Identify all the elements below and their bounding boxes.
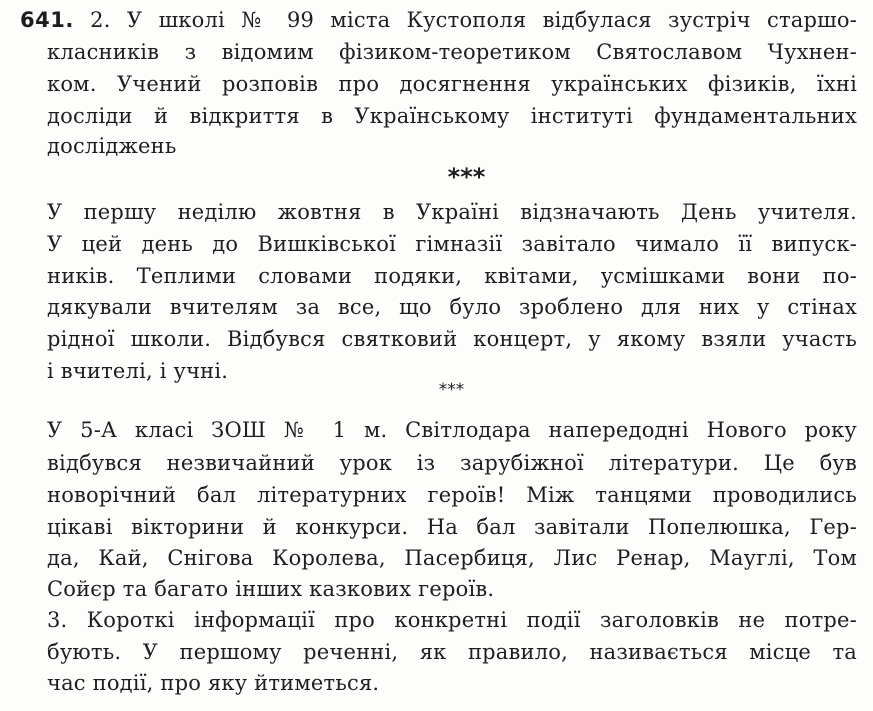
paragraph-3-line-2: відбувся незвичайний урок із зарубіжної літератури. Це був — [47, 451, 857, 475]
paragraph-2-line-2: У цей день до Вишківської гімназії завітало чимало її випуск- — [47, 232, 857, 256]
paragraph-2-line-4: дякували вчителям за все, що було зроблено для них у стінах — [47, 295, 857, 319]
paragraph-3-line-5: да, Кай, Снігова Королева, Пасербиця, Лис Ренар, Мауглі, Том — [47, 546, 857, 570]
paragraph-4-line-1: 3. Короткі інформації про конкретні події заголовків не потре- — [47, 608, 857, 632]
paragraph-3-line-6: Сойєр та багато інших казкових героїв. — [47, 577, 495, 601]
paragraph-2-line-6: і вчителі, і учні. — [47, 359, 229, 383]
paragraph-3-line-4: цікаві вікторини й конкурси. На бал завітали Попелюшка, Гер- — [47, 515, 857, 539]
paragraph-2-line-5: рідної школи. Відбувся святковий концерт, у якому взяли участь — [47, 327, 857, 351]
paragraph-1-line-5: досліджень — [47, 134, 177, 158]
paragraph-4-line-3: час події, про яку йтиметься. — [47, 671, 380, 695]
point-2-marker: 2. — [90, 8, 111, 32]
paragraph-2-line-1: У першу неділю жовтня в Україні відзначають День учителя. — [47, 200, 857, 224]
paragraph-1-line-4: досліди й відкриття в Українському інституті фундаментальних — [47, 104, 857, 128]
paragraph-2-line-3: ників. Теплими словами подяки, квітами, усмішками вони по- — [47, 264, 857, 288]
paragraph-4-line-2: бують. У першому реченні, як правило, називається місце та — [47, 640, 857, 664]
paragraph-1-line-1 — [20, 4, 857, 36]
separator-1: *** — [447, 163, 486, 191]
paragraph-3-line-1: У 5-А класі ЗОШ № 1 м. Світлодара напередодні Нового року — [47, 418, 857, 442]
paragraph-1-line-1-text: У школі № 99 міста Кустополя відбулася зустріч старшо- — [126, 8, 857, 32]
paragraph-1-line-2: класників з відомим фізиком-теоретиком Святославом Чухнен- — [47, 40, 857, 64]
paragraph-3-line-3: новорічний бал літературних героїв! Між танцями проводились — [47, 483, 857, 507]
paragraph-1-line-3: ком. Учений розповів про досягнення українських фізиків, їхні — [47, 72, 857, 96]
exercise-number: 641. — [20, 8, 74, 32]
separator-2: *** — [438, 380, 465, 400]
